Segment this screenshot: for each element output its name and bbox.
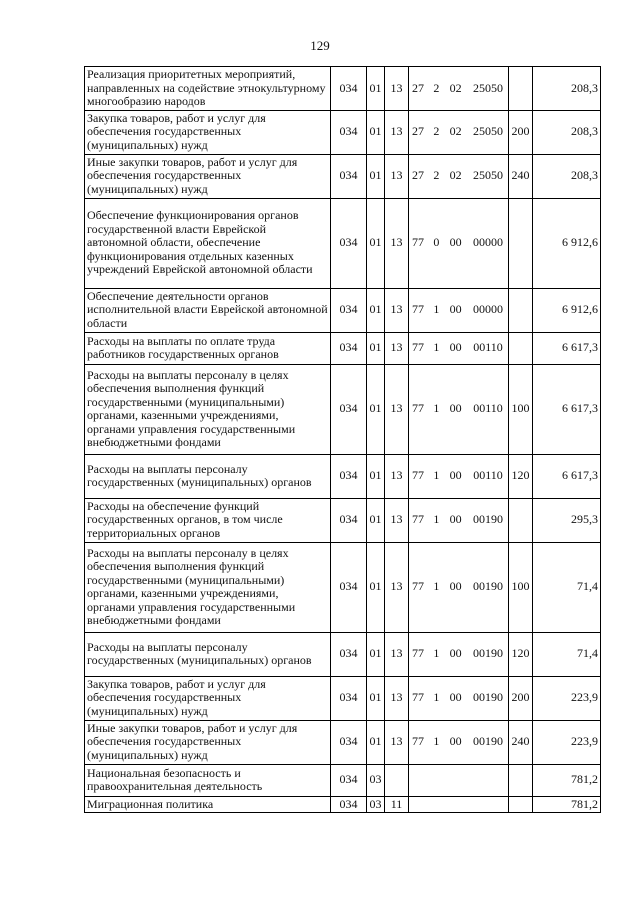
row-description: Закупка товаров, работ и услуг для обеспечения государственных (муниципальных) нужд [85,110,331,154]
target-article [409,764,509,796]
target-article [409,67,509,111]
row-description: Расходы на выплаты по оплате труда работников государственных органов [85,332,331,364]
target-article-t3: 02 [449,124,462,139]
code-admin: 034 [331,542,367,632]
row-description: Миграционная политика [85,796,331,813]
amount: 781,2 [533,796,601,813]
code-subsection: 13 [385,454,409,498]
amount: 208,3 [533,110,601,154]
amount: 6 912,6 [533,198,601,288]
target-article [409,364,509,454]
expense-type-code [509,498,533,542]
code-admin: 034 [331,454,367,498]
code-section: 01 [367,720,385,764]
code-section: 01 [367,454,385,498]
table-row [85,676,601,720]
code-subsection [385,764,409,796]
code-subsection: 13 [385,67,409,111]
target-article [409,676,509,720]
code-subsection: 13 [385,498,409,542]
target-article-t2: 1 [433,340,440,355]
target-article-t1: 27 [412,124,424,139]
expense-type-code: 240 [509,720,533,764]
target-article-parts [411,169,506,183]
amount: 71,4 [533,542,601,632]
row-description: Иные закупки товаров, работ и услуг для обеспечения государственных (муниципальных) нужд [85,154,331,198]
target-article-t4: 00110 [473,340,503,355]
target-article-parts [411,691,506,705]
row-description: Расходы на выплаты персоналу государственных (муниципальных) органов [85,632,331,676]
table-row [85,796,601,813]
target-article-t3: 00 [449,340,462,355]
target-article-t4: 00110 [473,401,503,416]
row-description: Иные закупки товаров, работ и услуг для обеспечения государственных (муниципальных) нужд [85,720,331,764]
code-section: 01 [367,154,385,198]
target-article-t4: 00190 [472,512,503,527]
target-article-t1: 77 [412,302,424,317]
code-section: 01 [367,632,385,676]
target-article-t1: 27 [412,168,424,183]
code-section: 01 [367,676,385,720]
expense-type-code: 200 [509,676,533,720]
code-section: 01 [367,364,385,454]
row-description: Национальная безопасность и правоохранительная деятельность [85,764,331,796]
code-subsection: 13 [385,288,409,332]
expense-type-code: 200 [509,110,533,154]
target-article [409,288,509,332]
code-admin: 034 [331,364,367,454]
target-article-t1: 77 [412,690,424,705]
target-article-parts [411,402,506,416]
amount: 6 617,3 [533,364,601,454]
target-article-t3: 02 [449,168,462,183]
expense-type-code [509,288,533,332]
table-row [85,498,601,542]
target-article-t3: 00 [449,512,462,527]
code-subsection: 13 [385,154,409,198]
target-article [409,796,509,813]
target-article-parts [411,303,506,317]
target-article-parts [411,580,506,594]
expense-type-code [509,198,533,288]
code-subsection: 13 [385,542,409,632]
code-admin: 034 [331,796,367,813]
table-row [85,288,601,332]
expense-type-code: 120 [509,632,533,676]
target-article [409,498,509,542]
expense-type-code [509,764,533,796]
budget-table-body [85,67,601,813]
target-article-t1: 77 [412,646,424,661]
amount: 6 617,3 [533,332,601,364]
table-row [85,154,601,198]
code-section: 01 [367,198,385,288]
expense-type-code: 240 [509,154,533,198]
target-article-t2: 1 [433,734,440,749]
row-description: Обеспечение деятельности органов исполнительной власти Еврейской автономной области [85,288,331,332]
target-article [409,198,509,288]
target-article-t2: 1 [433,512,440,527]
expense-type-code: 100 [509,364,533,454]
target-article-parts [411,236,506,250]
row-description: Расходы на обеспечение функций государственных органов, в том числе территориальных органов [85,498,331,542]
target-article-t3: 02 [449,80,462,95]
code-subsection: 13 [385,198,409,288]
code-admin: 034 [331,332,367,364]
table-row [85,332,601,364]
target-article-t2: 1 [433,579,440,594]
code-section: 03 [367,764,385,796]
row-description: Закупка товаров, работ и услуг для обеспечения государственных (муниципальных) нужд [85,676,331,720]
amount: 208,3 [533,154,601,198]
target-article-t4: 00000 [472,302,503,317]
code-admin: 034 [331,632,367,676]
target-article-t2: 1 [433,401,440,416]
code-subsection: 13 [385,364,409,454]
target-article-t4: 00190 [472,579,503,594]
target-article [409,542,509,632]
target-article-t4: 00000 [472,235,503,250]
target-article-parts [411,513,506,527]
code-section: 01 [367,110,385,154]
expense-type-code [509,67,533,111]
table-row [85,364,601,454]
amount: 223,9 [533,676,601,720]
amount: 223,9 [533,720,601,764]
code-section: 01 [367,67,385,111]
target-article-t3: 00 [449,690,462,705]
code-admin: 034 [331,676,367,720]
target-article-t3: 00 [449,579,462,594]
table-row [85,720,601,764]
target-article-t4: 25050 [472,168,503,183]
amount: 781,2 [533,764,601,796]
target-article [409,632,509,676]
target-article-t4: 25050 [472,124,503,139]
row-description: Расходы на выплаты персоналу в целях обеспечения выполнения функций государственными (муниципальными) органами, казенными учреждениями, органами управления государственными внебюджетными фондами [85,364,331,454]
target-article-t3: 00 [449,302,462,317]
code-admin: 034 [331,110,367,154]
page-number: 129 [310,38,330,53]
code-section: 01 [367,288,385,332]
target-article-parts [411,125,506,139]
target-article-t1: 77 [412,734,424,749]
target-article-parts [411,82,506,96]
target-article [409,332,509,364]
target-article-t1: 27 [412,80,424,95]
target-article [409,110,509,154]
row-description: Расходы на выплаты персоналу в целях обеспечения выполнения функций государственными (муниципальными) органами, казенными учреждениями, органами управления государственными внебюджетными фондами [85,542,331,632]
target-article-t4: 25050 [472,80,503,95]
table-row [85,110,601,154]
target-article-t4: 00190 [472,646,503,661]
target-article-t1: 77 [412,512,424,527]
target-article-t2: 1 [433,690,440,705]
target-article-t3: 00 [449,646,462,661]
expense-type-code: 120 [509,454,533,498]
target-article-t2: 0 [433,235,440,250]
target-article-t3: 00 [449,468,462,483]
table-row [85,542,601,632]
target-article-t2: 1 [433,302,440,317]
code-admin: 034 [331,720,367,764]
table-row [85,454,601,498]
code-section: 01 [367,542,385,632]
target-article-t4: 00190 [472,734,503,749]
code-section: 01 [367,498,385,542]
target-article-t3: 00 [449,235,462,250]
target-article-t2: 2 [433,80,440,95]
target-article [409,154,509,198]
expense-type-code: 100 [509,542,533,632]
code-admin: 034 [331,198,367,288]
target-article-t1: 77 [412,468,424,483]
row-description: Реализация приоритетных мероприятий, направленных на содействие этнокультурному многообразию народов [85,67,331,111]
code-subsection: 11 [385,796,409,813]
table-row [85,198,601,288]
code-admin: 034 [331,288,367,332]
target-article [409,454,509,498]
target-article-parts [411,469,506,483]
expense-type-code [509,332,533,364]
amount: 208,3 [533,67,601,111]
code-subsection: 13 [385,110,409,154]
code-admin: 034 [331,67,367,111]
code-section: 03 [367,796,385,813]
target-article-parts [411,341,506,355]
code-admin: 034 [331,764,367,796]
target-article [409,720,509,764]
target-article-t1: 77 [412,340,424,355]
target-article-t2: 2 [433,168,440,183]
target-article-t2: 1 [433,646,440,661]
code-subsection: 13 [385,720,409,764]
target-article-t4: 00110 [473,468,503,483]
table-row [85,764,601,796]
expense-type-code [509,796,533,813]
amount: 6 617,3 [533,454,601,498]
table-row [85,67,601,111]
amount: 6 912,6 [533,288,601,332]
target-article-t4: 00190 [472,690,503,705]
row-description: Расходы на выплаты персоналу государственных (муниципальных) органов [85,454,331,498]
target-article-t2: 1 [433,468,440,483]
code-subsection: 13 [385,676,409,720]
target-article-parts [411,647,506,661]
code-admin: 034 [331,154,367,198]
code-section: 01 [367,332,385,364]
budget-table [84,66,601,813]
target-article-parts [411,735,506,749]
table-row [85,632,601,676]
target-article-t1: 77 [412,401,424,416]
amount: 71,4 [533,632,601,676]
code-admin: 034 [331,498,367,542]
code-subsection: 13 [385,632,409,676]
row-description: Обеспечение функционирования органов государственной власти Еврейской автономной области, обеспечение функционирования отдельных казенных учреждений Еврейской автономной области [85,198,331,288]
target-article-t3: 00 [449,401,462,416]
target-article-t1: 77 [412,579,424,594]
code-subsection: 13 [385,332,409,364]
target-article-t1: 77 [412,235,424,250]
target-article-t2: 2 [433,124,440,139]
target-article-t3: 00 [449,734,462,749]
amount: 295,3 [533,498,601,542]
